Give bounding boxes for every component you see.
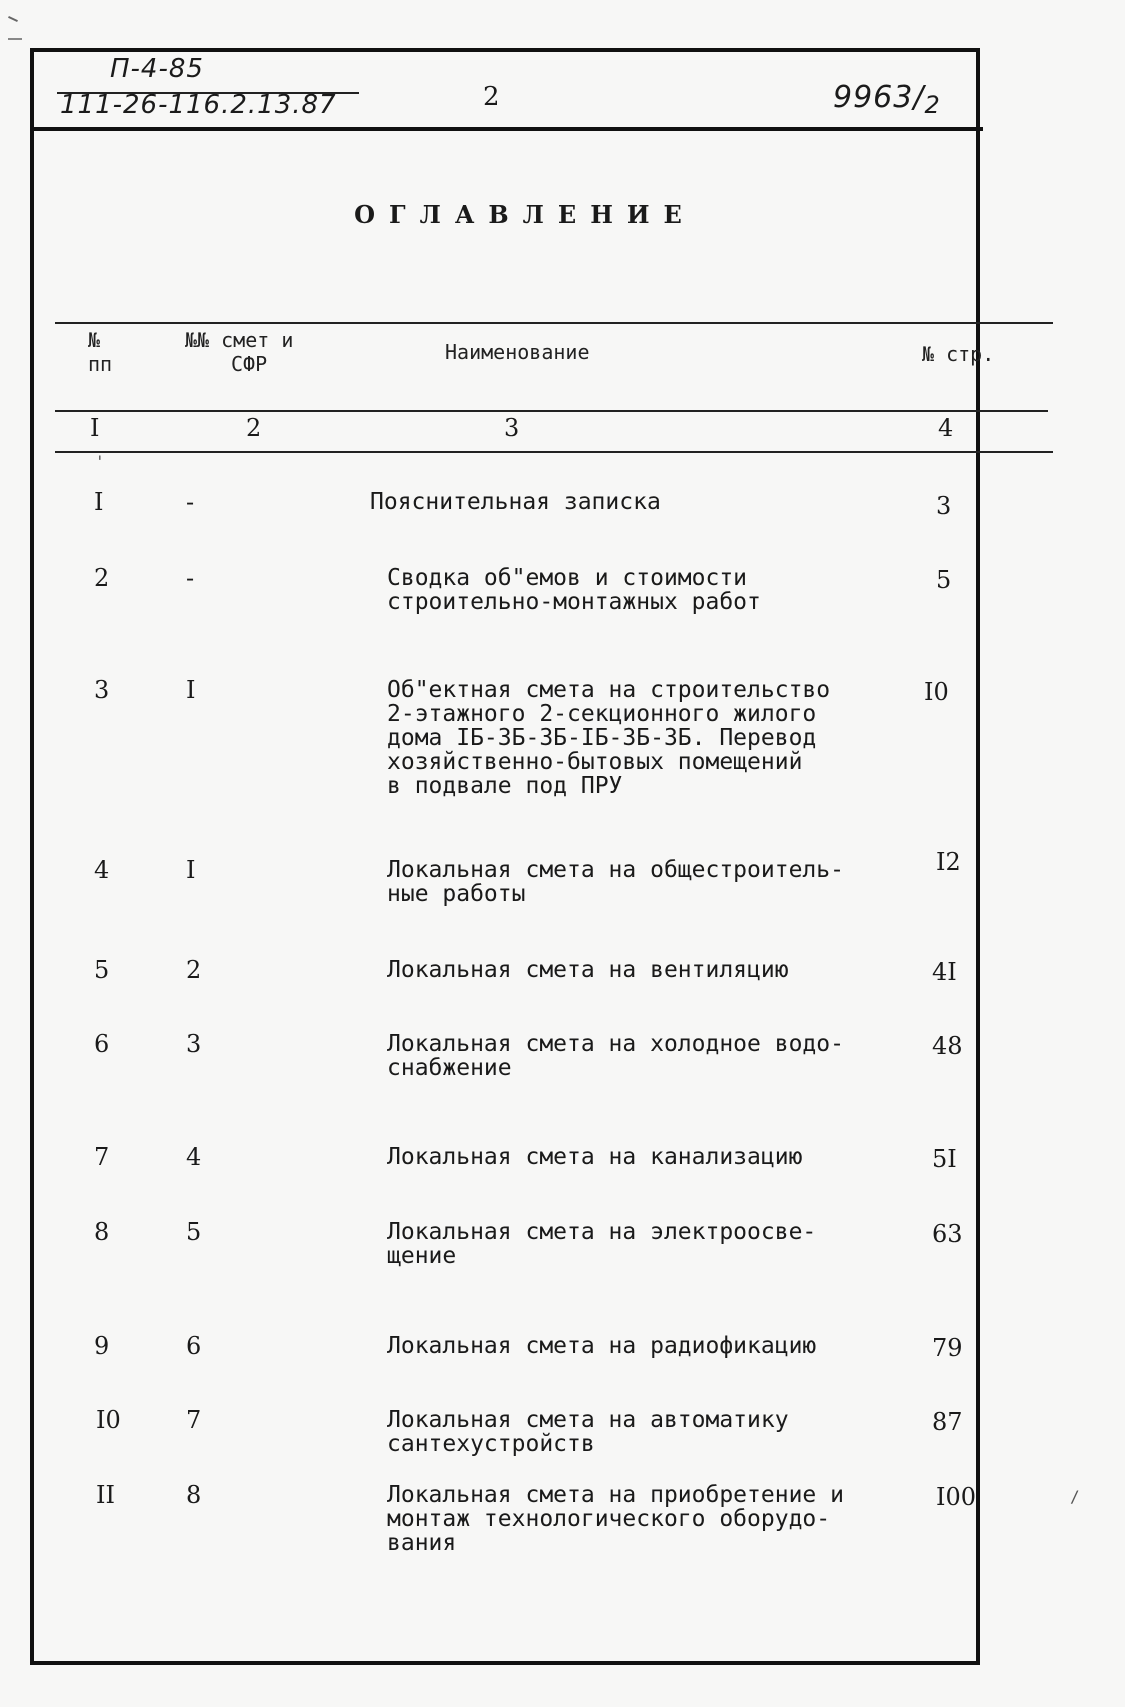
column-number-2: 2: [246, 414, 262, 442]
margin-tick-mark: /: [1070, 1487, 1080, 1506]
row-estimate-number: I: [186, 676, 196, 704]
document-number-main: 9963/: [833, 80, 925, 115]
page-title: ОГЛАВЛЕНИЕ: [354, 200, 696, 229]
row-title-line: Локальная смета на радиофикацию: [387, 1333, 817, 1359]
row-title: [370, 490, 661, 514]
header-col-number: [88, 328, 112, 376]
row-title: [387, 958, 789, 982]
row-title-line: Локальная смета на приобретение и: [387, 1482, 844, 1508]
row-page-number: 79: [932, 1334, 963, 1362]
row-page-number: 5: [936, 566, 952, 594]
document-code-top: П-4-85: [110, 54, 204, 84]
corner-mark: [8, 16, 18, 22]
row-title-line: Локальная смета на вентиляцию: [387, 957, 789, 983]
row-page-number: 63: [932, 1220, 963, 1248]
row-title-line: Пояснительная записка: [370, 489, 661, 515]
row-title-line: Локальная смета на общестроитель-: [387, 857, 844, 883]
row-number: 3: [94, 676, 110, 704]
row-number: II: [96, 1481, 115, 1509]
row-estimate-number: I: [186, 856, 196, 884]
row-title-line: строительно-монтажных работ: [387, 589, 761, 615]
row-page-number: 87: [932, 1408, 963, 1436]
row-title: [387, 678, 830, 798]
row-title-line: хозяйственно-бытовых помещений: [387, 749, 803, 775]
row-number: 4: [94, 856, 110, 884]
row-title-line: Сводка об"емов и стоимости: [387, 565, 748, 591]
row-title-line: вания: [387, 1530, 457, 1556]
row-page-number: 5I: [932, 1145, 957, 1173]
stray-mark: ': [95, 452, 105, 471]
row-title-line: в подвале под ПРУ: [387, 773, 623, 799]
row-page-number: 4I: [932, 958, 957, 986]
row-title: [387, 1032, 844, 1080]
row-page-number: I00: [936, 1483, 977, 1511]
row-estimate-number: 3: [186, 1030, 202, 1058]
row-number: 5: [94, 956, 110, 984]
document-code-bottom: 111-26-116.2.13.87: [60, 90, 337, 120]
document-number: [833, 80, 941, 119]
row-title: [387, 1483, 844, 1555]
row-estimate-number: 2: [186, 956, 202, 984]
row-title-line: снабжение: [387, 1055, 512, 1081]
column-numbers-top-rule: [55, 410, 1048, 412]
row-title-line: Локальная смета на электроосве-: [387, 1219, 817, 1245]
row-page-number: 48: [932, 1032, 963, 1060]
row-title-line: Локальная смета на автоматику: [387, 1407, 789, 1433]
row-title-line: дома IБ-3Б-3Б-IБ-3Б-3Б. Перевод: [387, 725, 817, 751]
column-numbers-bottom-rule: [55, 451, 1053, 453]
row-title-line: Локальная смета на канализацию: [387, 1144, 803, 1170]
corner-mark: [8, 38, 22, 40]
header-col-estimate-line2: СФР: [231, 352, 268, 376]
row-number: 7: [94, 1143, 110, 1171]
row-number: 9: [94, 1332, 110, 1360]
row-estimate-number: 6: [186, 1332, 202, 1360]
column-number-3: 3: [504, 414, 520, 442]
row-page-number: I2: [936, 848, 961, 876]
row-title-line: монтаж технологического оборудо-: [387, 1506, 831, 1532]
row-title: [387, 1408, 789, 1456]
row-estimate-number: -: [186, 488, 195, 516]
row-page-number: 3: [936, 492, 952, 520]
column-number-4: 4: [938, 414, 954, 442]
row-number: 2: [94, 564, 110, 592]
row-title-line: сантехустройств: [387, 1431, 595, 1457]
table-top-rule: [55, 322, 1053, 324]
row-estimate-number: 5: [186, 1218, 202, 1246]
row-title-line: щение: [387, 1243, 457, 1269]
row-title: [387, 858, 844, 906]
header-col-number-line1: №: [88, 328, 101, 352]
header-col-name: Наименование: [445, 340, 590, 364]
page-number: 2: [483, 82, 500, 112]
row-page-number: I0: [924, 678, 949, 706]
document-number-sub: 2: [924, 91, 941, 119]
row-title: [387, 1334, 816, 1358]
column-number-1: I: [90, 414, 100, 442]
row-title: [387, 566, 761, 614]
row-number: I: [94, 488, 104, 516]
row-title-line: 2-этажного 2-секционного жилого: [387, 701, 817, 727]
row-title: [387, 1145, 802, 1169]
row-number: 8: [94, 1218, 110, 1246]
row-estimate-number: 7: [186, 1406, 202, 1434]
header-col-number-line2: пп: [88, 352, 113, 376]
row-title: [387, 1220, 816, 1268]
row-estimate-number: -: [186, 564, 195, 592]
row-title-line: ные работы: [387, 881, 526, 907]
header-divider: [30, 127, 983, 131]
row-estimate-number: 8: [186, 1481, 202, 1509]
row-title-line: Об"ектная смета на строительство: [387, 677, 831, 703]
row-title-line: Локальная смета на холодное водо-: [387, 1031, 844, 1057]
header-col-estimate: [185, 328, 293, 376]
row-estimate-number: 4: [186, 1143, 202, 1171]
header-col-estimate-line1: №№ смет и: [185, 328, 294, 352]
row-number: I0: [96, 1406, 121, 1434]
header-col-page: № стр.: [922, 342, 995, 366]
row-number: 6: [94, 1030, 110, 1058]
